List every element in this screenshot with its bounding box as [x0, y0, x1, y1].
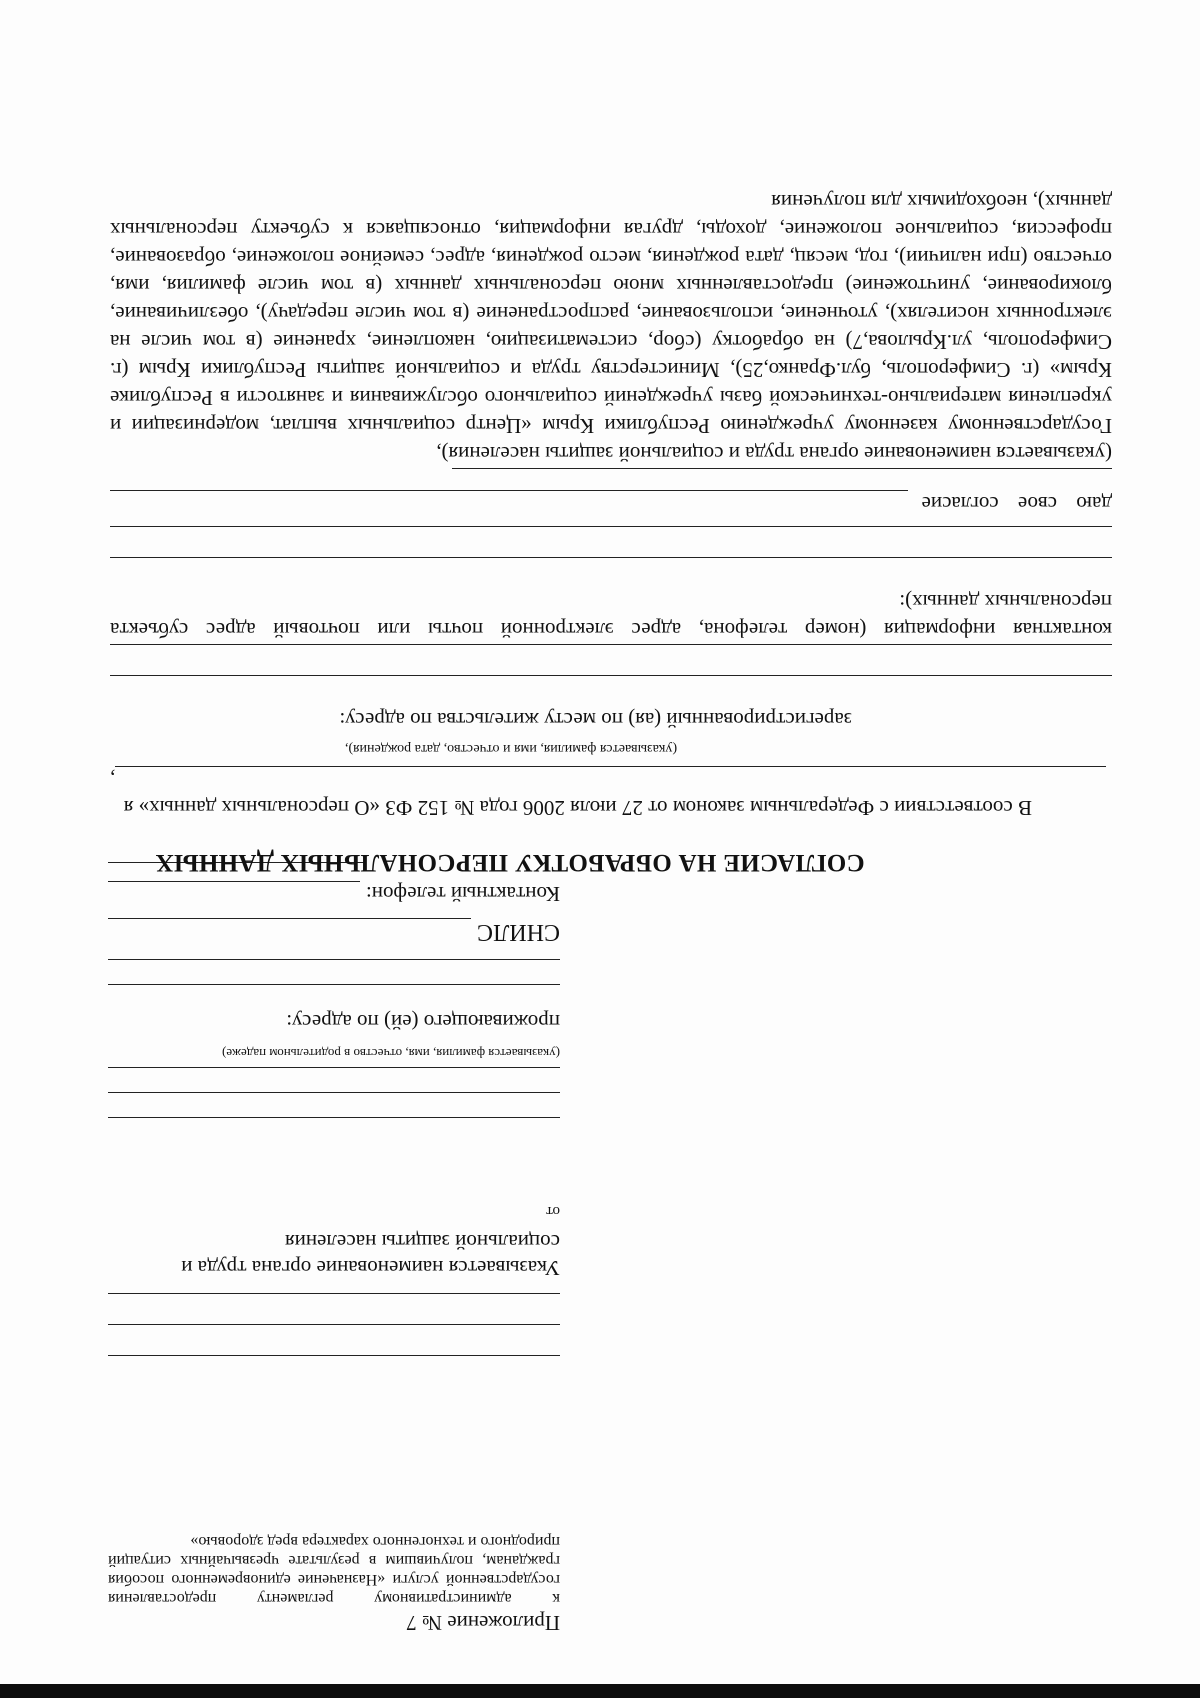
applicant-name-line-1[interactable]	[108, 1117, 560, 1142]
consent-text: Государственному казенному учреждению Республики Крым «Центр социальных выплат, модернизации и укрепления материально-технической базы учреждений социального обслуживания и занятости в Республике Крым» (г. Симферополь, бул.Франко,25), Министерству труда и социальной защиты Республики Крым (г. Симферополь, ул.Крылова,7) на обработку (сбор, систематизацию, накопление, хранение (в том числе на электронных носителях), уточнение, использование, распространение (в том числе передачу), обезличивание, блокирование, уничтожение) предоставленных мною персональных данных (в том числе фамилия, имя, отчество (при наличии), год, месяц, дата рождения, место рождения, адрес, семейное положение, образование, профессия, социальное положение, доходы, другая информация, относящаяся к субъекту персональных данных), необходимых для получения	[110, 190, 1112, 438]
consent-field[interactable]	[110, 490, 908, 511]
appendix-block	[108, 1532, 560, 1636]
snils-label: СНИЛС	[477, 919, 560, 945]
organ-field-row	[110, 468, 1112, 490]
contact-line-2[interactable]	[110, 526, 1112, 557]
contact-label: контактная информация (номер телефона, адрес электронной почты или почтовый адрес субъекта персональных данных):	[110, 590, 1112, 642]
scan-edge	[0, 1684, 1200, 1698]
organ-line-1[interactable]	[108, 1355, 560, 1386]
residing-label: проживающего (ей) по адресу:	[286, 1010, 560, 1034]
organ-field[interactable]	[452, 468, 1112, 481]
consent-row	[110, 490, 1112, 518]
organ-hint-main: (указывается наименование органа труда и социальной защиты населения),	[436, 442, 1112, 466]
snils-row	[108, 918, 560, 945]
applicant-name-line-2[interactable]	[108, 1092, 560, 1117]
organ-line-3[interactable]	[108, 1293, 560, 1324]
phone-row	[108, 881, 560, 906]
address-line-1[interactable]	[108, 984, 560, 1009]
consent-body	[110, 188, 1112, 822]
name-dob-row	[110, 766, 1112, 794]
addressee-block	[108, 1202, 560, 1386]
law-line: В соответствии с Федеральным законом от 27 июля 2006 года № 152 ФЗ «О персональных данных» я	[123, 796, 1032, 820]
comma: ,	[110, 768, 116, 792]
phone-field[interactable]	[108, 881, 360, 902]
snils-field[interactable]	[108, 918, 471, 941]
registered-address-line-1[interactable]	[110, 675, 1112, 706]
registered-address-line-2[interactable]	[110, 644, 1112, 675]
applicant-name-line-3[interactable]	[108, 1067, 560, 1092]
organ-hint: Указывается наименование органа труда и социальной защиты населения	[181, 1230, 560, 1280]
organ-line-2[interactable]	[108, 1324, 560, 1355]
name-dob-field[interactable]	[115, 766, 1106, 787]
consent-label: даю свое согласие	[921, 492, 1112, 516]
name-dob-hint: (указывается фамилия, имя и отчество, дата рождения),	[344, 741, 678, 756]
appendix-number: Приложение № 7	[406, 1611, 560, 1635]
applicant-block	[108, 862, 560, 1142]
name-hint: (указывается фамилия, имя, отчество в родительном падеже)	[222, 1046, 560, 1061]
regulation-text: к административному регламенту предоставления государственной услуги «Назначение единовременного пособия гражданам, получившим в результате чрезвычайных ситуаций природного и техногенного характера вред здоровью»	[108, 1533, 560, 1607]
phone-label: Контактный телефон:	[365, 882, 560, 906]
address-line-2[interactable]	[108, 959, 560, 984]
document-title: СОГЛАСИЕ НА ОБРАБОТКУ ПЕРСОНАЛЬНЫХ ДАННЫХ	[155, 849, 865, 876]
registered-label: зарегистрированный (ая) по месту жительства по адресу:	[339, 708, 852, 732]
from-label: от	[546, 1203, 560, 1219]
contact-line-1[interactable]	[110, 557, 1112, 588]
